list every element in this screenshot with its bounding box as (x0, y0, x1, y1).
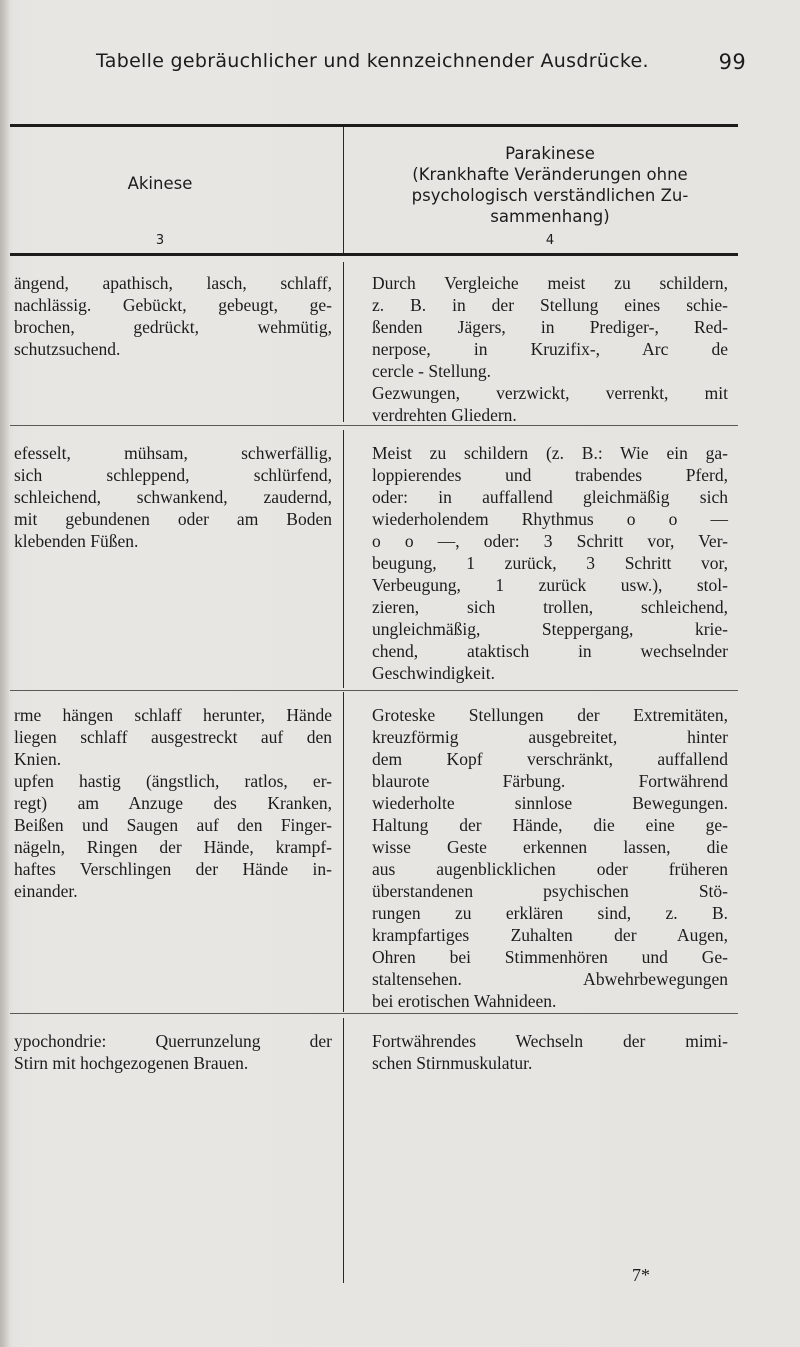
text-line: ungleichmäßig, Steppergang, krie- (372, 619, 728, 639)
text-line: Knien. (14, 749, 62, 769)
text-line: wiederholendem Rhythmus o o — (372, 509, 728, 529)
text-line: o o —, oder: 3 Schritt vor, Ver- (372, 531, 728, 551)
text-line: klebenden Füßen. (14, 531, 139, 551)
text-line: Geschwindigkeit. (372, 663, 495, 683)
text-line: Stirn mit hochgezogenen Brauen. (14, 1053, 249, 1073)
text-line: z. B. in der Stellung eines schie- (372, 295, 728, 315)
text-line: brochen, gedrückt, wehmütig, (14, 317, 332, 337)
running-title: Tabelle gebräuchlicher und kennzeichnender Ausdrücke. (96, 50, 649, 72)
text-line: Gezwungen, verzwickt, verrenkt, mit (372, 383, 728, 403)
text-line: einander. (14, 881, 78, 901)
column-divider-row-4 (343, 1018, 344, 1283)
column-number-4: 4 (545, 233, 555, 248)
text-line: Ohren bei Stimmenhören und Ge- (372, 947, 728, 967)
text-line: chend, ataktisch in wechselnder (372, 641, 728, 661)
text-line: rungen zu erklären sind, z. B. (372, 903, 728, 923)
table-top-rule (10, 124, 738, 127)
column-divider-row-3 (343, 692, 344, 1012)
column-divider-row-2 (343, 430, 344, 688)
text-line: rme hängen schlaff herunter, Hände (14, 705, 332, 725)
text-line: staltensehen. Abwehrbewegungen (372, 969, 728, 989)
text-line: überstandenen psychischen Stö- (372, 881, 728, 901)
text-line: dem Kopf verschränkt, auffallend (372, 749, 728, 769)
row-4-parakinese-cell (372, 1030, 728, 1074)
text-line: ängend, apathisch, lasch, schlaff, (14, 273, 332, 293)
text-line: nerpose, in Kruzifix-, Arc de (372, 339, 728, 359)
signature-mark: 7* (632, 1265, 650, 1285)
header-bottom-rule (10, 253, 738, 256)
text-line: haftes Verschlingen der Hände in- (14, 859, 332, 879)
row-1-akinese-cell (14, 272, 332, 360)
parakinese-subtitle-line-3: sammenhang) (490, 207, 610, 226)
text-line: blaurote Färbung. Fortwährend (372, 771, 728, 791)
text-line: loppierendes und trabendes Pferd, (372, 465, 728, 485)
row-3-parakinese-cell (372, 704, 728, 1012)
text-line: efesselt, mühsam, schwerfällig, (14, 443, 332, 463)
text-line: nachlässig. Gebückt, gebeugt, ge- (14, 295, 332, 315)
text-line: Durch Vergleiche meist zu schildern, (372, 273, 728, 293)
text-line: Fortwährendes Wechseln der mimi- (372, 1031, 728, 1051)
column-header-akinese: Akinese (127, 174, 193, 193)
text-line: nägeln, Ringen der Hände, krampf- (14, 837, 332, 857)
parakinese-title: Parakinese (505, 144, 595, 163)
text-line: Meist zu schildern (z. B.: Wie ein ga- (372, 443, 728, 463)
column-divider-row-1 (343, 262, 344, 422)
text-line: verdrehten Gliedern. (372, 405, 517, 425)
row-rule-3 (10, 1013, 738, 1014)
text-line: kreuzförmig ausgebreitet, hinter (372, 727, 728, 747)
text-line: oder: in auffallend gleichmäßig sich (372, 487, 728, 507)
text-line: mit gebundenen oder am Boden (14, 509, 332, 529)
text-line: Verbeugung, 1 zurück usw.), stol- (372, 575, 728, 595)
text-line: wiederholte sinnlose Bewegungen. (372, 793, 728, 813)
text-line: krampfartiges Zuhalten der Augen, (372, 925, 728, 945)
text-line: zieren, sich trollen, schleichend, (372, 597, 728, 617)
text-line: beugung, 1 zurück, 3 Schritt vor, (372, 553, 728, 573)
text-line: aus augenblicklichen oder früheren (372, 859, 728, 879)
text-line: bei erotischen Wahnideen. (372, 991, 557, 1011)
row-2-parakinese-cell (372, 442, 728, 684)
text-line: cercle - Stellung. (372, 361, 492, 381)
text-line: upfen hastig (ängstlich, ratlos, er- (14, 771, 332, 791)
parakinese-subtitle-line-2: psychologisch verständlichen Zu- (411, 186, 689, 205)
text-line: schutzsuchend. (14, 339, 121, 359)
text-line: Beißen und Saugen auf den Finger- (14, 815, 332, 835)
text-line: Groteske Stellungen der Extremitäten, (372, 705, 728, 725)
text-line: schen Stirnmuskulatur. (372, 1053, 533, 1073)
row-1-parakinese-cell (372, 272, 728, 426)
text-line: sich schleppend, schlürfend, (14, 465, 332, 485)
column-divider-header (343, 127, 344, 253)
text-line: ypochondrie: Querrunzelung der (14, 1031, 332, 1051)
page-number: 99 (718, 50, 746, 74)
text-line: Haltung der Hände, die eine ge- (372, 815, 728, 835)
row-2-akinese-cell (14, 442, 332, 552)
running-head (96, 50, 746, 82)
row-rule-2 (10, 690, 738, 691)
row-3-akinese-cell (14, 704, 332, 902)
text-line: liegen schlaff ausgestreckt auf den (14, 727, 332, 747)
text-line: ßenden Jägers, in Prediger-, Red- (372, 317, 728, 337)
text-line: wisse Geste erkennen lassen, die (372, 837, 728, 857)
text-line: regt) am Anzuge des Kranken, (14, 793, 332, 813)
parakinese-subtitle-line-1: (Krankhafte Veränderungen ohne (412, 165, 688, 184)
page-gutter-shadow (0, 0, 10, 1347)
column-header-parakinese (372, 143, 728, 227)
column-number-3: 3 (155, 233, 165, 248)
row-4-akinese-cell (14, 1030, 332, 1074)
text-line: schleichend, schwankend, zaudernd, (14, 487, 332, 507)
